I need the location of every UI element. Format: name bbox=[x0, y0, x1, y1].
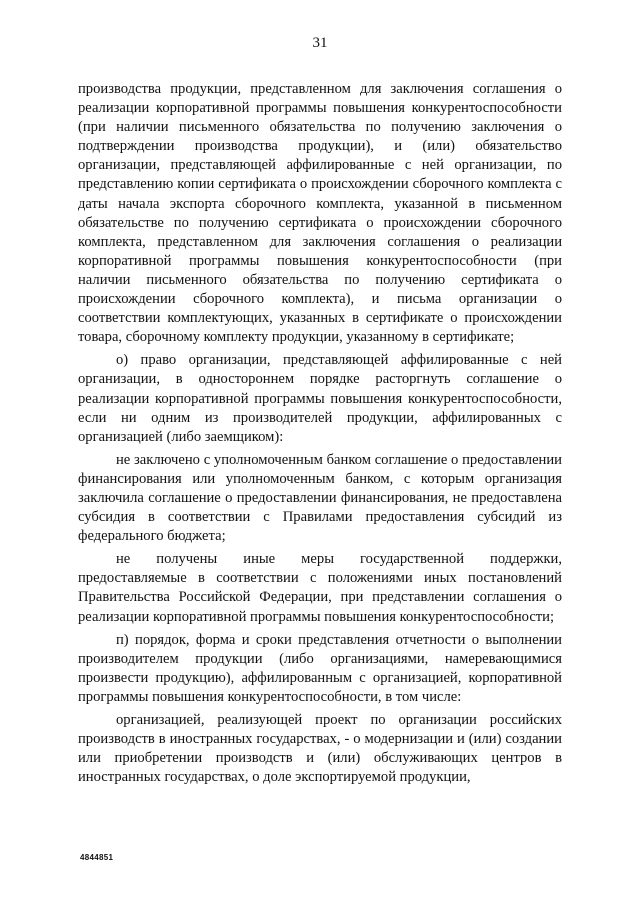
paragraph: не получены иные меры государственной поддержки, предоставляемые в соответствии с положениями иных постановлений Правительства Российской Федерации, при представлении соглашения о реализации корпоративной программы повышения конкурентоспособности; bbox=[78, 551, 562, 625]
page-number: 31 bbox=[312, 35, 328, 51]
body-text bbox=[78, 80, 562, 791]
document-code: 4844851 bbox=[80, 853, 114, 862]
paragraph: п) порядок, форма и сроки представления отчетности о выполнении производителем продукции (либо организациями, намеревающимися произвести продукцию), аффилированным с организацией, корпоративной программы повышения конкурентоспособности, в том числе: bbox=[78, 631, 562, 705]
paragraph: производства продукции, представленном для заключения соглашения о реализации корпоративной программы повышения конкурентоспособности (при наличии письменного обязательства по получению заключения о подтверждении производства продукции), и (или) обязательство организации, представляющей аффилированные с ней организации, по представлению копии сертификата о происхождении сборочного комплекта с даты начала экспорта сборочного комплекта, указанной в письменном обязательстве по получению сертификата о происхождении сборочного комплекта, представленном для заключения соглашения о реализации корпоративной программы повышения конкурентоспособности (при наличии письменного обязательства по получению сертификата о происхождении сборочного комплекта), и письма организации о соответствии комплектующих, указанных в сертификате о происхождении товара, сборочному комплекту продукции, указанному в сертификате; bbox=[78, 81, 562, 346]
paragraph: о) право организации, представляющей аффилированные с ней организации, в одностороннем порядке расторгнуть соглашение о реализации корпоративной программы повышения конкурентоспособности, если ни одним из производителей продукции, аффилированных с организацией (либо заемщиком): bbox=[78, 352, 562, 445]
paragraph: организацией, реализующей проект по организации российских производств в иностранных государствах, - о модернизации и (или) создании или приобретении производств и (или) обслуживающих центров в иностранных государствах, о доле экспортируемой продукции, bbox=[78, 712, 562, 786]
paragraph: не заключено с уполномоченным банком соглашение о предоставлении финансирования или уполномоченным банком, с которым организация заключила соглашение о предоставлении финансирования, не предоставлена субсидия в соответствии с Правилами предоставления субсидий из федерального бюджета; bbox=[78, 451, 562, 545]
